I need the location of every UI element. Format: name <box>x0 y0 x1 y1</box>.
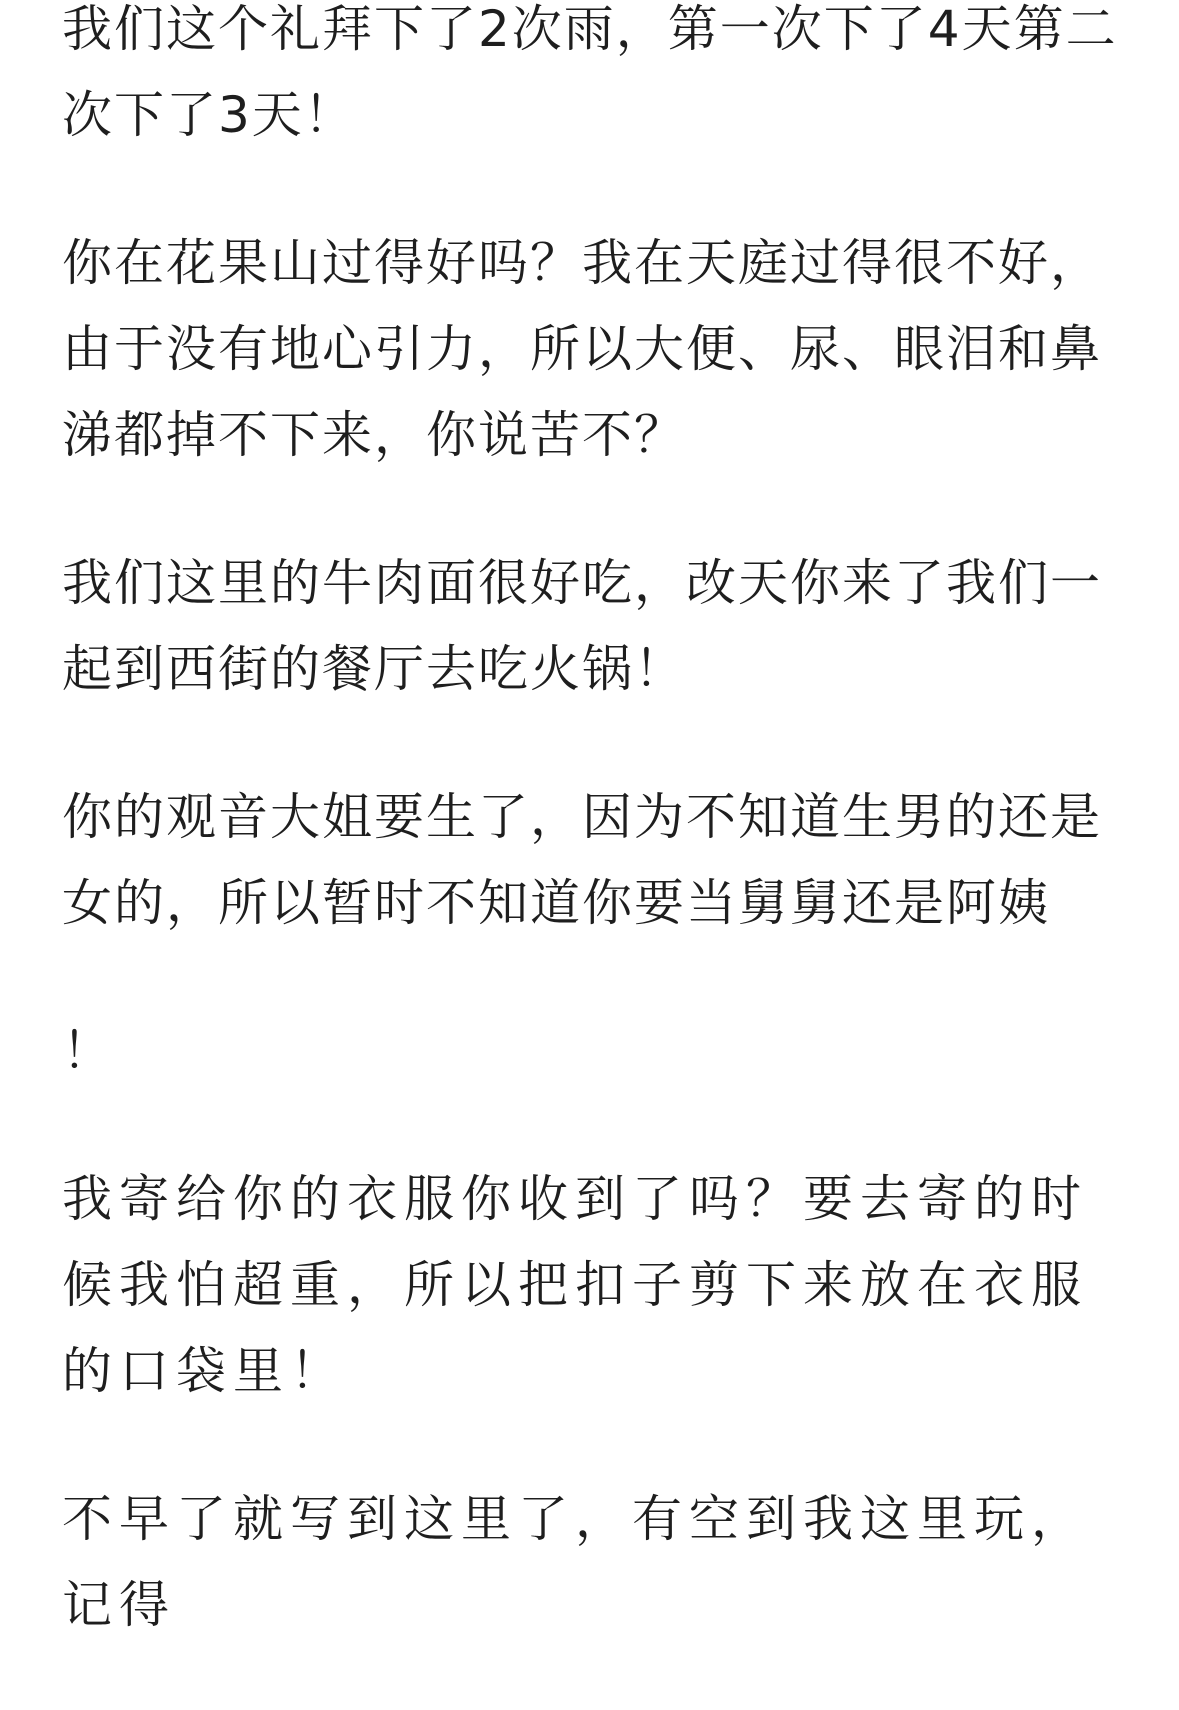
paragraph-guanyin: 你的观音大姐要生了，因为不知道生男的还是女的，所以暂时不知道你要当舅舅还是阿姨 <box>62 788 1102 932</box>
paragraph-exclamation: ！ <box>62 1022 114 1080</box>
paragraph-closing: 不早了就写到这里了，有空到我这里玩，记得 <box>62 1490 1088 1634</box>
paragraph-clothes: 我寄给你的衣服你收到了吗？要去寄的时候我怕超重，所以把扣子剪下来放在衣服的口袋里！ <box>62 1170 1088 1400</box>
paragraph-heaven-life: 你在花果山过得好吗？我在天庭过得很不好，由于没有地心引力，所以大便、尿、眼泪和鼻涕都掉不下来，你说苦不？ <box>62 234 1102 464</box>
paragraph-beef-noodles: 我们这里的牛肉面很好吃，改天你来了我们一起到西街的餐厅去吃火锅！ <box>62 554 1102 698</box>
article-body <box>62 0 1122 1710</box>
paragraph-rain: 我们这个礼拜下了2次雨，第一次下了4天第二次下了3天！ <box>62 0 1118 144</box>
